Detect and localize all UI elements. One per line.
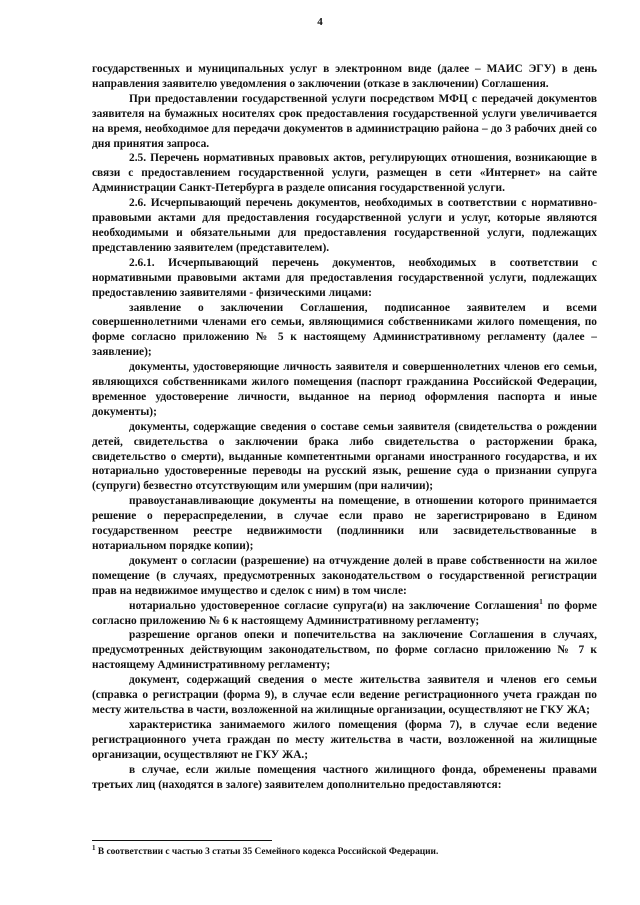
footnote-divider (92, 840, 272, 841)
footnote-text: В соответствии с частью 3 статьи 35 Семейного кодекса Российской Федерации. (95, 847, 439, 857)
body-text (92, 62, 597, 792)
paragraph: документы, содержащие сведения о составе семьи заявителя (свидетельства о рождении детей, свидетельства о заключении брака либо свидетельства о расторжении брака, свидетельство о смерти), выданные компетентными органами иностранного государства, и их нотариально удостоверенные переводы на русский язык, решение суда о признании супруга (супруги) безвестно отсутствующим или умершим (при наличии); (92, 420, 597, 493)
paragraph: в случае, если жилые помещения частного жилищного фонда, обременены правами третьих лиц (находятся в залоге) заявителем дополнительно предоставляются: (92, 763, 597, 791)
footnote (92, 843, 597, 857)
paragraph: государственных и муниципальных услуг в электронном виде (далее – МАИС ЭГУ) в день направления заявителю уведомления о заключении (отказе в заключении) Соглашения. (92, 63, 597, 90)
paragraph: При предоставлении государственной услуги посредством МФЦ с передачей документов заявителя на бумажных носителях срок предоставления государственной услуги увеличивается на время, необходимое для передачи документов в администрацию района – до 3 рабочих дней со дня принятия запроса. (92, 92, 597, 150)
footnote-reference[interactable]: 1 (539, 597, 543, 606)
paragraph: заявление о заключении Соглашения, подписанное заявителем и всеми совершеннолетними членами его семьи, являющимися собственниками жилого помещения, по форме согласно приложению № 5 к настоящему Административному регламенту (далее – заявление); (92, 301, 597, 359)
paragraph: 2.6. Исчерпывающий перечень документов, необходимых в соответствии с нормативно-правовыми актами для предоставления государственной услуги и услуг, которые являются необходимыми и обязательными для предоставления государственной услуги, подлежащих представлению заявителем (представителем). (92, 197, 597, 254)
paragraph: документы, удостоверяющие личность заявителя и совершеннолетних членов его семьи, являющихся собственниками жилого помещения (паспорт гражданина Российской Федерации, временное удостоверение личности, выданное на период оформления паспорта и иные документы); (92, 361, 597, 418)
paragraph-text-continued: по форме согласно приложению № 6 к настоящему Административному регламенту; (92, 599, 597, 627)
page-number: 4 (317, 16, 323, 28)
paragraph: характеристика занимаемого жилого помещения (форма 7), в случае если ведение регистрационного учета граждан по месту жительства в части, возложенной на жилищные организации, осуществляют не ГКУ ЖА.; (92, 718, 597, 761)
footnote-mark: 1 (92, 843, 96, 852)
paragraph: 2.5. Перечень нормативных правовых актов, регулирующих отношения, возникающие в связи с предоставлением государственной услуги, размещен в сети «Интернет» на сайте Администрации Санкт-Петербурга в разделе описания государственной услуги. (92, 152, 597, 195)
paragraph: документ, содержащий сведения о месте жительства заявителя и членов его семьи (справка о регистрации (форма 9), в случае если ведение регистрационного учета граждан по месту жительства в части, возложенной на жилищные организации, осуществляют не ГКУ ЖА; (92, 674, 597, 716)
paragraph: разрешение органов опеки и попечительства на заключение Соглашения в случаях, предусмотренных действующим законодательством, по форме согласно приложению № 7 к настоящему Административному регламенту; (92, 629, 597, 672)
paragraph-text: нотариально удостоверенное согласие супруга(и) на заключение Соглашения (129, 599, 540, 612)
paragraph: правоустанавливающие документы на помещение, в отношении которого принимается решение о перераспределении, в случае если право не зарегистрировано в Едином государственном реестре недвижимости (подлинники или засвидетельствованные в нотариальном порядке копии); (92, 495, 597, 552)
paragraph-with-footnote (92, 599, 597, 629)
paragraph: 2.6.1. Исчерпывающий перечень документов, необходимых в соответствии с нормативными правовыми актами для предоставления государственной услуги, подлежащих предоставлению заявителями - физическими лицами: (92, 256, 597, 299)
paragraph: документ о согласии (разрешение) на отчуждение долей в праве собственности на жилое помещение (в случаях, предусмотренных законодательством о государственной регистрации прав на недвижимое имущество и сделок с ним) в том числе: (92, 554, 597, 597)
